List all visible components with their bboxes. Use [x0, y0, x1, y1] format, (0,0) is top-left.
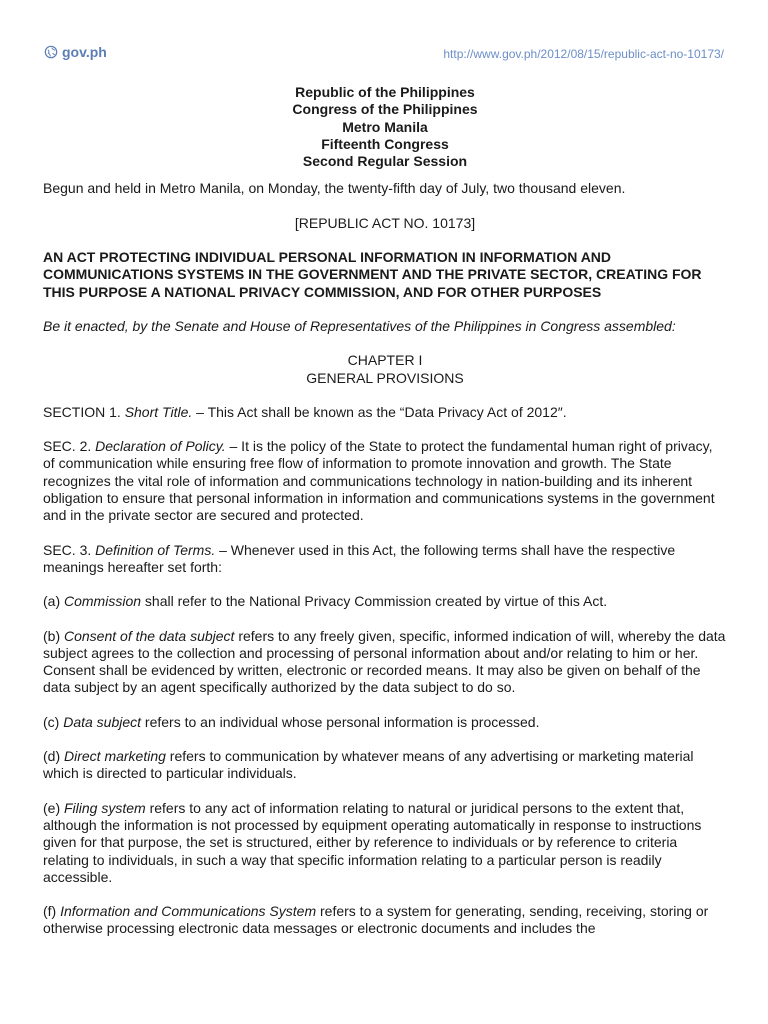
chapter-heading [43, 352, 727, 387]
begun-statement: Begun and held in Metro Manila, on Monday, the twenty-fifth day of July, two thousand eleven. [43, 180, 626, 197]
document-heading [43, 84, 727, 170]
document-body [43, 84, 727, 955]
definition-term: Filing system [64, 799, 146, 816]
definition-text: refers to a system for generating, sending, receiving, storing or otherwise processing electronic data messages or electronic documents and includes the [43, 903, 709, 937]
chapter-title: GENERAL PROVISIONS [306, 369, 464, 386]
brand-name: gov.ph [62, 44, 107, 60]
section-heading: Short Title. [124, 403, 193, 420]
enacting-clause: Be it enacted, by the Senate and House of Representatives of the Philippines in Congress assembled: [43, 317, 676, 334]
section-2 [43, 438, 727, 524]
section-1 [43, 404, 727, 421]
act-title: AN ACT PROTECTING INDIVIDUAL PERSONAL INFORMATION IN INFORMATION AND COMMUNICATIONS SYSTEMS IN THE GOVERNMENT AND THE PRIVATE SECTOR, CREATING FOR THIS PURPOSE A NATIONAL PRIVACY COMMISSION, AND FOR OTHER PURPOSES [43, 249, 702, 300]
definition-text: refers to an individual whose personal information is processed. [141, 713, 540, 730]
section-heading: Declaration of Policy. [95, 438, 226, 455]
definition-label: (f) [43, 903, 61, 920]
definition-d [43, 748, 727, 783]
section-text: – This Act shall be known as the “Data Privacy Act of 2012″. [192, 403, 567, 420]
definition-e [43, 800, 727, 886]
globe-icon [44, 45, 58, 59]
definition-c [43, 714, 727, 731]
heading-line: Fifteenth Congress [321, 135, 449, 152]
source-url-link[interactable]: http://www.gov.ph/2012/08/15/republic-act-no-10173/ [443, 47, 724, 61]
brand-logo[interactable] [44, 44, 107, 60]
act-number: [REPUBLIC ACT NO. 10173] [294, 214, 476, 231]
definition-text: shall refer to the National Privacy Commission created by virtue of this Act. [141, 593, 608, 610]
definition-label: (c) [43, 713, 64, 730]
definition-term: Commission [64, 593, 142, 610]
definition-label: (a) [43, 593, 64, 610]
definition-text: refers to communication by whatever means of any advertising or marketing material which is directed to particular individuals. [43, 748, 694, 782]
section-3 [43, 542, 727, 577]
section-label: SEC. 3. [43, 541, 96, 558]
section-heading: Definition of Terms. [95, 541, 216, 558]
heading-line: Metro Manila [342, 118, 428, 135]
definition-label: (d) [43, 748, 64, 765]
definition-a [43, 593, 727, 610]
section-text: – Whenever used in this Act, the following terms shall have the respective meanings hereafter set forth: [43, 541, 676, 575]
definition-term: Direct marketing [64, 748, 166, 765]
heading-line: Congress of the Philippines [292, 101, 478, 118]
definition-text: refers to any act of information relating to natural or juridical persons to the extent that, although the information is not processed by equipment operating automatically in response to instructions given for that purpose, the set is structured, either by reference to individuals or by reference to criteria relating to individuals, in such a way that specific information relating to a particular person is readily accessible. [43, 799, 702, 885]
page-header [44, 44, 724, 64]
section-label: SECTION 1. [43, 403, 125, 420]
definition-text: refers to any freely given, specific, informed indication of will, whereby the data subject agrees to the collection and processing of personal information about and/or relating to him or her. Consent shall be evidenced by written, electronic or recorded means. It may also be given on behalf of the data subject by an agent specifically authorized by the data subject to do so. [43, 627, 726, 696]
heading-line: Second Regular Session [302, 153, 468, 170]
definition-term: Information and Communications System [60, 903, 317, 920]
section-label: SEC. 2. [43, 438, 96, 455]
definition-label: (b) [43, 627, 64, 644]
definition-label: (e) [43, 799, 64, 816]
section-text: – It is the policy of the State to protect the fundamental human right of privacy, of communication while ensuring free flow of information to promote innovation and growth. The State recognizes the vital role of information and communications technology in nation-building and its inherent obligation to ensure that personal information in information and communications systems in the government and in the private sector are secured and protected. [43, 438, 715, 524]
definition-f [43, 903, 727, 938]
definition-term: Consent of the data subject [64, 627, 235, 644]
definition-b [43, 628, 727, 697]
chapter-number: CHAPTER I [347, 352, 423, 369]
heading-line: Republic of the Philippines [295, 84, 475, 100]
definition-term: Data subject [63, 713, 142, 730]
